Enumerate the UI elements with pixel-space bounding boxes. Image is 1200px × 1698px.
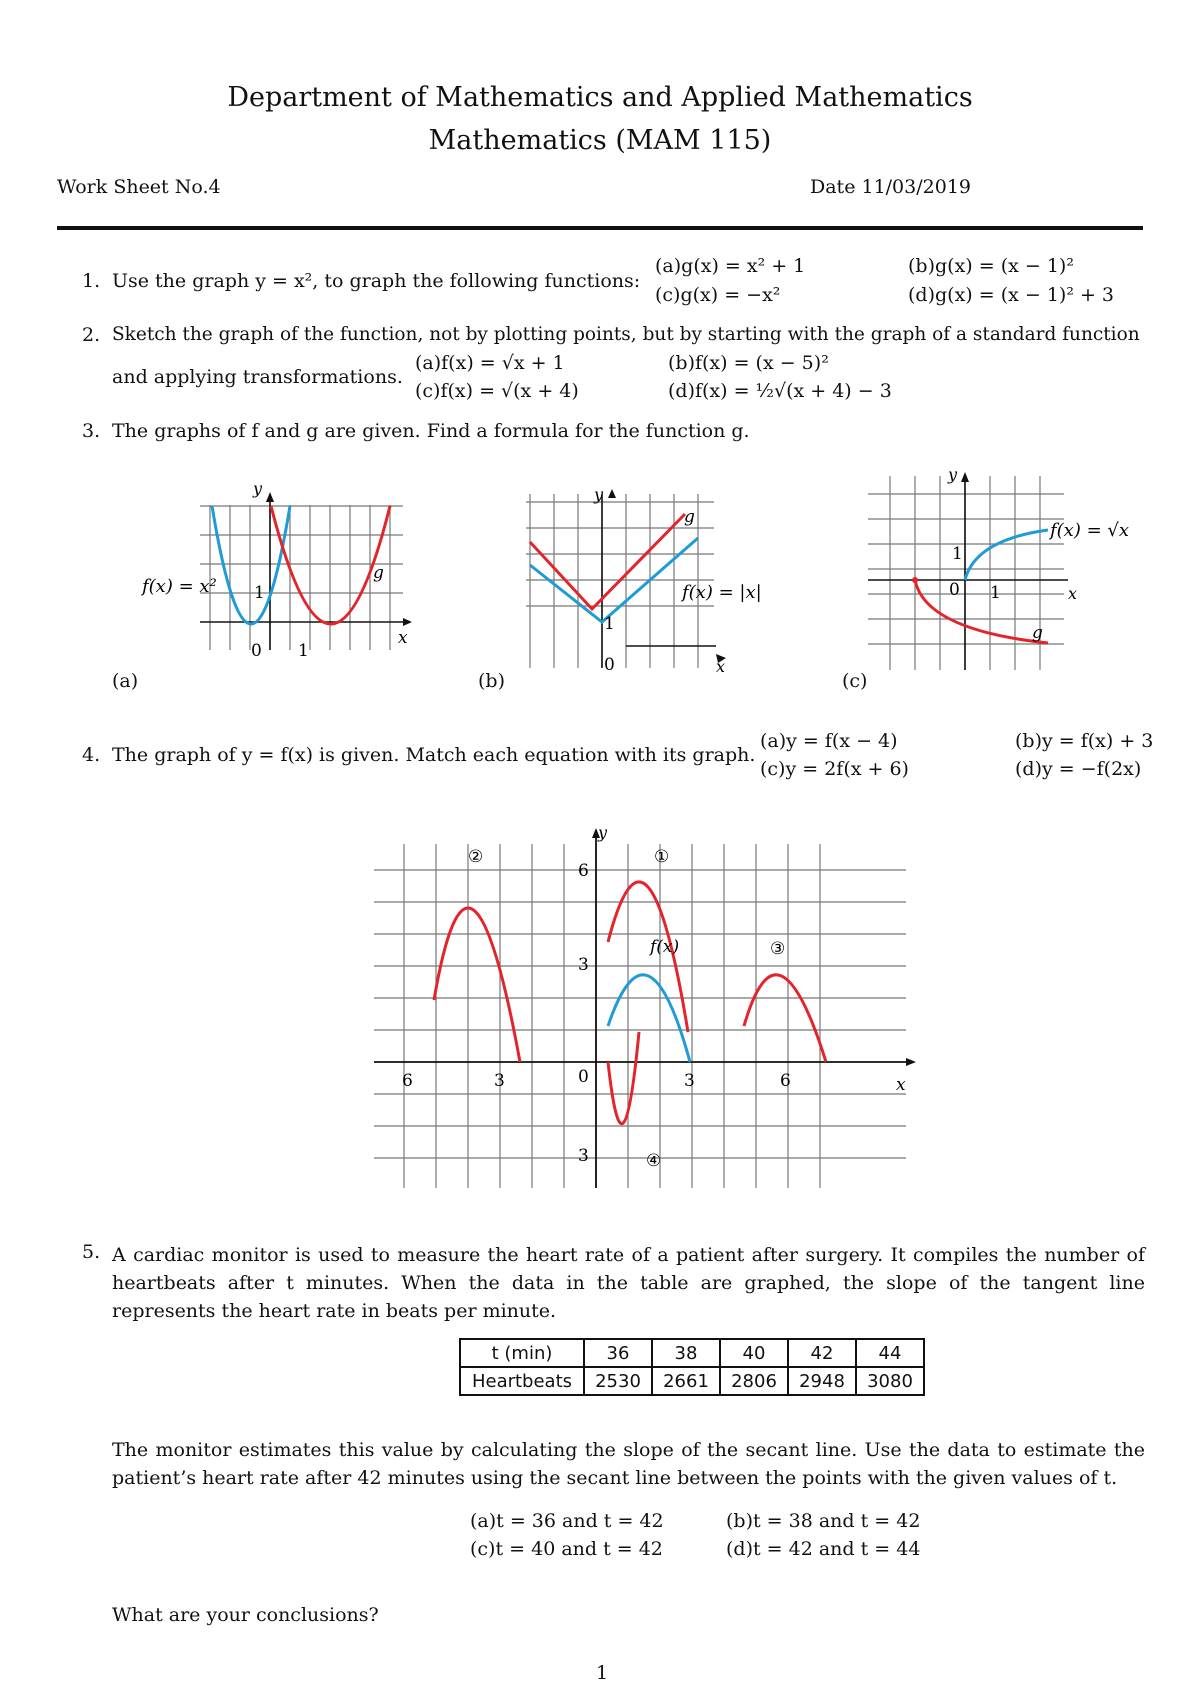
graph-4-marker-1: ① (654, 847, 670, 867)
graph-4-xtick-0: 0 (578, 1067, 589, 1087)
graph-4-y-label: y (598, 823, 608, 842)
graph-4-grid (374, 844, 906, 1188)
graph-3c-y-arrow (961, 472, 969, 482)
graph-3c-tick-x1: 1 (990, 583, 1001, 603)
graph-3b-x-label: x (716, 657, 726, 676)
q4-text: The graph of y = f(x) is given. Match each equation with its graph. (112, 744, 756, 766)
q5-conclusion: What are your conclusions? (112, 1604, 379, 1626)
q2-option-c: (c)f(x) = √(x + 4) (415, 380, 579, 402)
graph-3c-g-label: g (1032, 623, 1043, 643)
q2-line1: Sketch the graph of the function, not by plotting points, but by starting with the graph of a standard function (112, 324, 1140, 345)
q3-number: 3. (82, 420, 101, 442)
graph-3a-f-label: f(x) = x² (142, 576, 217, 597)
graph-4-ytick-neg3: 3 (578, 1146, 589, 1166)
graph-3a-g-label: g (373, 563, 384, 583)
table-row (460, 1339, 924, 1367)
graph-3c-caption: (c) (842, 670, 868, 692)
graph-3c-g-curve (915, 580, 1048, 643)
q5-number: 5. (82, 1241, 101, 1263)
q5-option-b: (b)t = 38 and t = 42 (726, 1510, 921, 1532)
graph-4-ytick-6: 6 (578, 861, 589, 881)
graph-4-f-label: f(x) (650, 937, 680, 957)
graph-3a-caption: (a) (112, 670, 139, 692)
q2-option-b: (b)f(x) = (x − 5)² (668, 352, 829, 374)
graph-3b-g-label: g (684, 507, 695, 527)
q1-option-b: (b)g(x) = (x − 1)² (908, 255, 1074, 277)
department-title: Department of Mathematics and Applied Mathematics (227, 82, 973, 113)
graph-3b-tick-zero: 0 (604, 655, 615, 675)
graph-3c-x-label: x (1068, 584, 1078, 603)
header-rule (57, 226, 1143, 230)
graph-3a-tick-one: 1 (254, 583, 265, 603)
graph-4-xtick-3: 3 (684, 1071, 695, 1091)
q2-option-d: (d)f(x) = ½√(x + 4) − 3 (668, 380, 892, 402)
q4-option-c: (c)y = 2f(x + 6) (760, 758, 909, 780)
graph-3a-tick-x1: 1 (298, 641, 309, 661)
graph-3a (120, 478, 440, 661)
graph-3a-y-label: y (253, 479, 263, 498)
graph-4-ytick-3: 3 (578, 955, 589, 975)
q5-option-d: (d)t = 42 and t = 44 (726, 1538, 921, 1560)
graph-4-curve-2 (434, 908, 520, 1062)
course-title: Mathematics (MAM 115) (428, 125, 772, 156)
q2-option-a: (a)f(x) = √x + 1 (415, 352, 565, 374)
graph-4-marker-2: ② (468, 847, 484, 867)
q4-option-d: (d)y = −f(2x) (1015, 758, 1142, 780)
table-cell: 2948 (788, 1367, 856, 1395)
q4-number: 4. (82, 744, 101, 766)
q5-text: A cardiac monitor is used to measure the heart rate of a patient after surgery. It compiles the number of heartbeats after t minutes. When the data in the table are graphed, the slope of the tangent line represents the heart rate in beats per minute. (112, 1244, 1145, 1322)
graph-3c-g-start-dot (912, 577, 918, 583)
heartbeat-table (459, 1338, 925, 1396)
q2-number: 2. (82, 324, 101, 346)
graph-4-marker-3: ③ (770, 939, 786, 959)
graph-3b (520, 485, 810, 676)
graph-3a-x-label: x (398, 628, 408, 648)
table-cell: 38 (652, 1339, 720, 1367)
graph-3c-tick-one: 1 (952, 544, 963, 564)
table-row-header: t (min) (460, 1339, 584, 1367)
graph-3b-tick-one: 1 (604, 614, 615, 634)
graph-4 (368, 818, 928, 1188)
table-row-header: Heartbeats (460, 1367, 584, 1395)
table-cell: 40 (720, 1339, 788, 1367)
q1-number: 1. (82, 270, 101, 292)
graph-3c-f-label: f(x) = √x (1050, 520, 1130, 541)
graph-3c-tick-zero: 0 (949, 580, 960, 600)
page-number: 1 (596, 1662, 609, 1684)
graph-3a-y-arrow (266, 492, 274, 502)
graph-3b-y-label: y (594, 485, 604, 504)
table-cell: 2806 (720, 1367, 788, 1395)
table-cell: 44 (856, 1339, 924, 1367)
q5-option-a: (a)t = 36 and t = 42 (470, 1510, 664, 1532)
q1-text: Use the graph y = x², to graph the following functions: (112, 270, 641, 292)
table-cell: 3080 (856, 1367, 924, 1395)
table-cell: 36 (584, 1339, 652, 1367)
table-cell: 42 (788, 1339, 856, 1367)
graph-3b-f-label: f(x) = |x| (682, 582, 762, 603)
q4-option-a: (a)y = f(x − 4) (760, 730, 898, 752)
graph-4-xtick-neg6: 6 (402, 1071, 413, 1091)
q5-option-c: (c)t = 40 and t = 42 (470, 1538, 663, 1560)
graph-4-marker-4: ④ (646, 1151, 662, 1171)
q5-text2: The monitor estimates this value by calculating the slope of the secant line. Use the data to estimate the patient’s heart rate after 42 minutes using the secant line between the points with the given values of t. (112, 1439, 1145, 1489)
worksheet-date: Date 11/03/2019 (810, 176, 971, 198)
table-cell: 2530 (584, 1367, 652, 1395)
q3-text: The graphs of f and g are given. Find a formula for the function g. (112, 420, 750, 442)
graph-4-f-curve (608, 975, 690, 1062)
q1-option-c: (c)g(x) = −x² (655, 284, 781, 306)
graph-3c-f-curve (965, 530, 1048, 580)
graph-3c (868, 465, 1158, 668)
table-row (460, 1367, 924, 1395)
graph-3c-y-label: y (948, 465, 958, 484)
graph-4-x-label: x (896, 1075, 906, 1095)
graph-4-xtick-6: 6 (780, 1071, 791, 1091)
q2-line2: and applying transformations. (112, 366, 403, 388)
q1-option-d: (d)g(x) = (x − 1)² + 3 (908, 284, 1115, 306)
q1-option-a: (a)g(x) = x² + 1 (655, 255, 806, 277)
graph-3a-x-arrow (403, 618, 412, 626)
graph-3b-y-arrow (608, 489, 616, 498)
graph-3a-tick-zero: 0 (251, 641, 262, 661)
graph-4-x-arrow (906, 1058, 916, 1066)
q4-option-b: (b)y = f(x) + 3 (1015, 730, 1154, 752)
graph-3b-caption: (b) (478, 670, 505, 692)
worksheet-number: Work Sheet No.4 (57, 176, 221, 198)
table-cell: 2661 (652, 1367, 720, 1395)
graph-4-xtick-neg3: 3 (494, 1071, 505, 1091)
graph-4-curve-4 (608, 1032, 639, 1124)
graph-3a-f-curve (212, 506, 290, 624)
